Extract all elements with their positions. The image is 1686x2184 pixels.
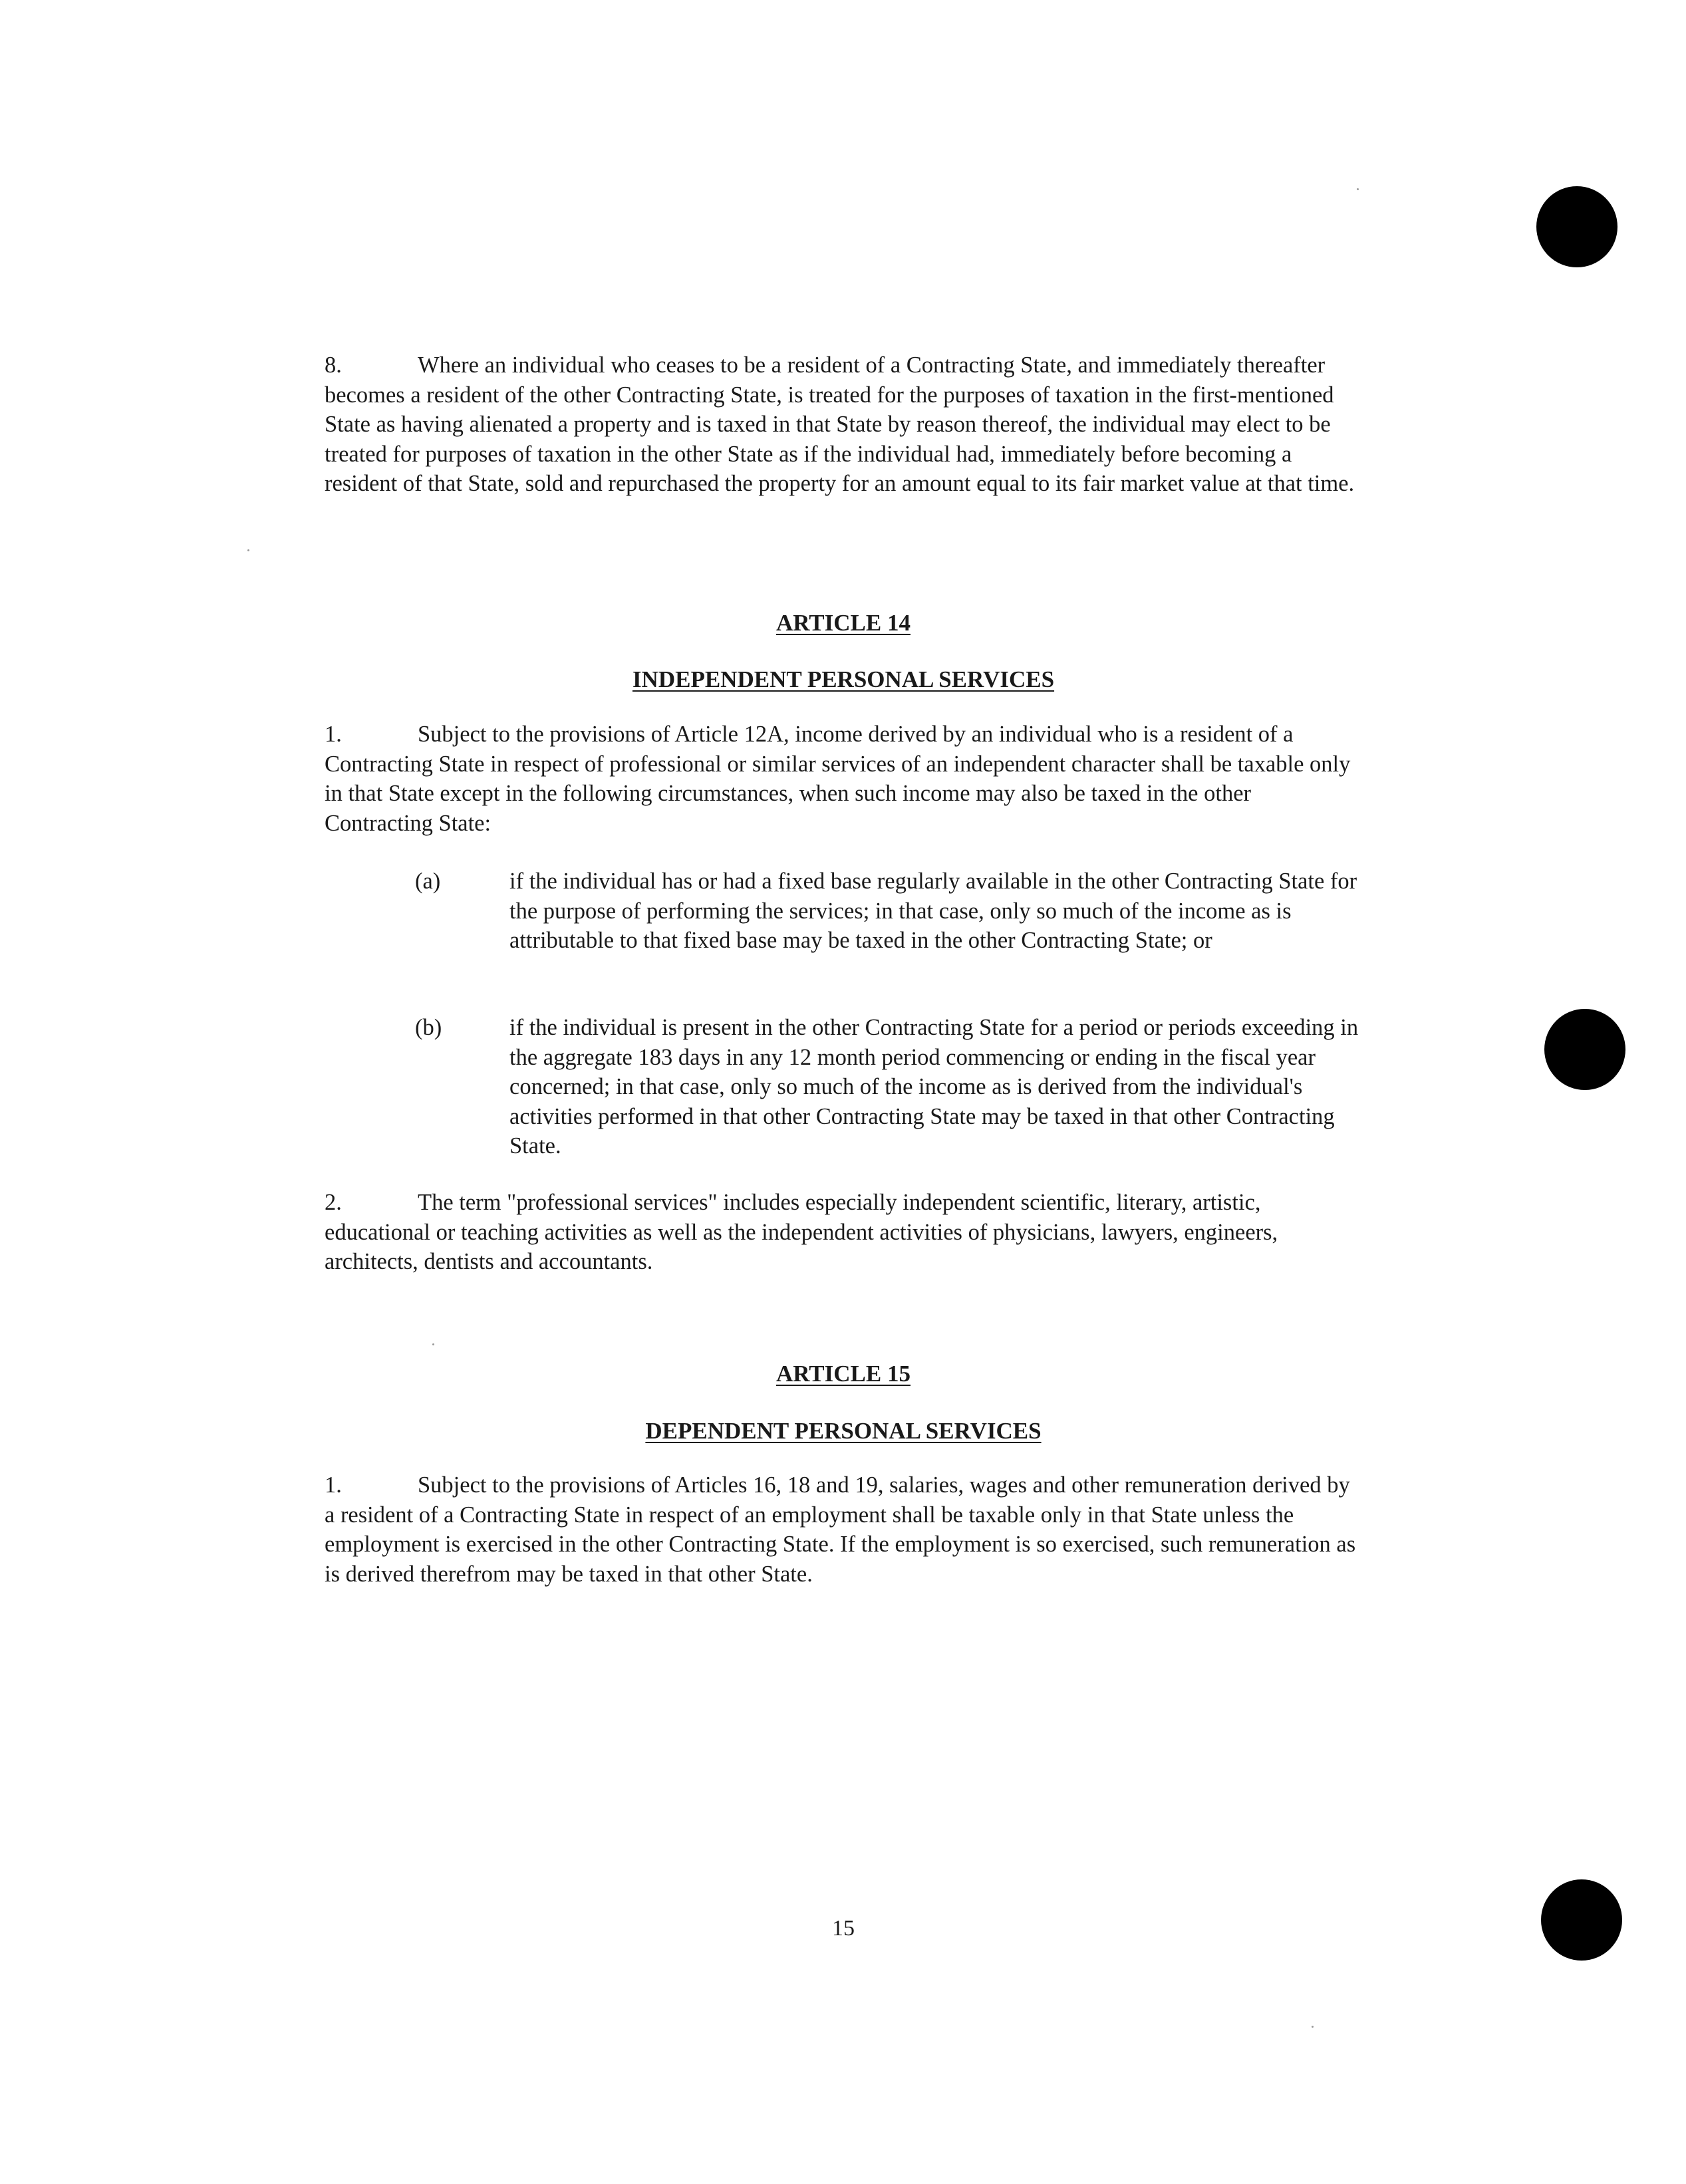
article-15-paragraph-1 xyxy=(325,1470,1362,1589)
subparagraph-label: (b) xyxy=(415,1015,442,1040)
scan-speck xyxy=(1357,188,1359,190)
article-15-heading: ARTICLE 15 xyxy=(775,1361,911,1387)
paragraph-text: The term "professional services" includes especially independent scientific, literary, artistic, educational or teaching activities as well as the independent activities of physicians, lawyers, engineers, architects, dentists and accountants. xyxy=(325,1190,1278,1274)
scan-speck xyxy=(247,549,249,551)
paragraph-8 xyxy=(325,350,1362,499)
page-number: 15 xyxy=(832,1916,855,1941)
scan-speck xyxy=(1312,2026,1314,2028)
punch-hole-middle xyxy=(1544,1009,1625,1090)
scan-speck xyxy=(432,1343,434,1345)
punch-hole-top xyxy=(1536,186,1617,267)
article-14-paragraph-1 xyxy=(325,720,1362,838)
paragraph-number: 1. xyxy=(325,1472,342,1498)
article-15-title: DEPENDENT PERSONAL SERVICES xyxy=(645,1418,1042,1444)
paragraph-number: 8. xyxy=(325,352,342,378)
subparagraph-text: if the individual has or had a fixed base regularly available in the other Contracting State for the purpose of performing the services; in that case, only so much of the income as is attributable to that fixed base may be taxed in the other Contracting State; or xyxy=(509,869,1357,953)
subparagraph-label: (a) xyxy=(415,869,441,894)
article-14-paragraph-2 xyxy=(325,1188,1362,1277)
article-14-heading: ARTICLE 14 xyxy=(775,610,911,636)
paragraph-text: Subject to the provisions of Articles 16, 18 and 19, salaries, wages and other remuneration derived by a resident of a Contracting State in respect of an employment shall be taxable only in that State unless the employment is exercised in the other Contracting State. If the employment is so exercised, such remuneration as is derived therefrom may be taxed in that other State. xyxy=(325,1472,1356,1587)
article-14-title: INDEPENDENT PERSONAL SERVICES xyxy=(632,666,1055,692)
paragraph-text: Subject to the provisions of Article 12A, income derived by an individual who is a resident of a Contracting State in respect of professional or similar services of an independent character shall be taxable only in that State except in the following circumstances, when such income may also be taxed in the other Contracting State: xyxy=(325,722,1351,836)
paragraph-text: Where an individual who ceases to be a resident of a Contracting State, and immediately thereafter becomes a resident of the other Contracting State, is treated for the purposes of taxation in the first-mentioned State as having alienated a property and is taxed in that State by reason thereof, the individual may elect to be treated for purposes of taxation in the other State as if the individual had, immediately before becoming a resident of that State, sold and repurchased the property for an amount equal to its fair market value at that time. xyxy=(325,352,1355,496)
subparagraph-text: if the individual is present in the other Contracting State for a period or periods exceeding in the aggregate 183 days in any 12 month period commencing or ending in the fiscal year concerned; in that case, only so much of the income as is derived from the individual's activities performed in that other Contracting State may be taxed in that other Contracting State. xyxy=(509,1015,1359,1159)
paragraph-number: 2. xyxy=(325,1190,342,1215)
punch-hole-bottom xyxy=(1541,1879,1622,1961)
paragraph-number: 1. xyxy=(325,722,342,747)
